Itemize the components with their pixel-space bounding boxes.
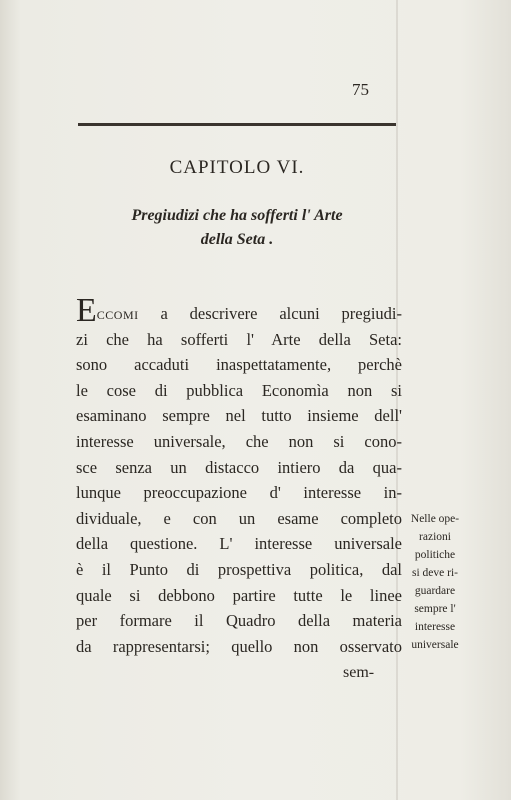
body-line: della questione. L' interesse universale (76, 534, 402, 554)
margin-note-line: si deve ri- (412, 567, 458, 579)
margin-note-line: Nelle ope- (410, 513, 460, 525)
subtitle-line: della Seta . (200, 231, 274, 248)
chapter-title: CAPITOLO VI. (169, 157, 305, 178)
body-line: interesse universale, che non si cono- (76, 431, 402, 451)
body-line: da rappresentarsi; quello non osservato (76, 636, 402, 656)
first-word-rest: ccomi (96, 304, 139, 323)
margin-note-line: sempre l' (414, 603, 456, 615)
margin-note (400, 510, 470, 654)
drop-cap: E (76, 292, 97, 329)
margin-note-line: guardare (414, 585, 456, 597)
margin-note-line: universale (411, 639, 459, 651)
body-line: zi che ha sofferti l' Arte della Seta: (76, 329, 402, 349)
margin-note-line: politiche (414, 549, 456, 561)
subtitle-line: Pregiudizi che ha sofferti l' Arte (131, 207, 343, 224)
body-line: dividuale, e con un esame completo (76, 508, 402, 528)
body-text (76, 292, 402, 659)
body-line: per formare il Quadro della materia (76, 611, 402, 631)
body-line: sono accaduti inaspettatamente, perchè (76, 355, 402, 375)
body-line: le cose di pubblica Economìa non si (76, 380, 402, 400)
first-line-rest: a descrivere alcuni pregiudi- (160, 304, 402, 323)
body-line: lunque preoccupazione d' interesse in- (76, 483, 402, 503)
body-line: è il Punto di prospettiva politica, dal (76, 559, 402, 579)
page-number: 75 (352, 80, 369, 99)
margin-note-line: razioni (419, 531, 451, 543)
header-rule (78, 123, 396, 126)
body-line: quale si debbono partire tutte le linee (76, 585, 402, 605)
catchword: sem- (343, 664, 375, 681)
chapter-subtitle (78, 204, 396, 252)
body-line: esaminano sempre nel tutto insieme dell' (76, 406, 402, 426)
body-line: sce senza un distacco intiero da qua- (76, 457, 402, 477)
body-line (76, 292, 402, 329)
margin-note-line: interesse (414, 621, 456, 633)
